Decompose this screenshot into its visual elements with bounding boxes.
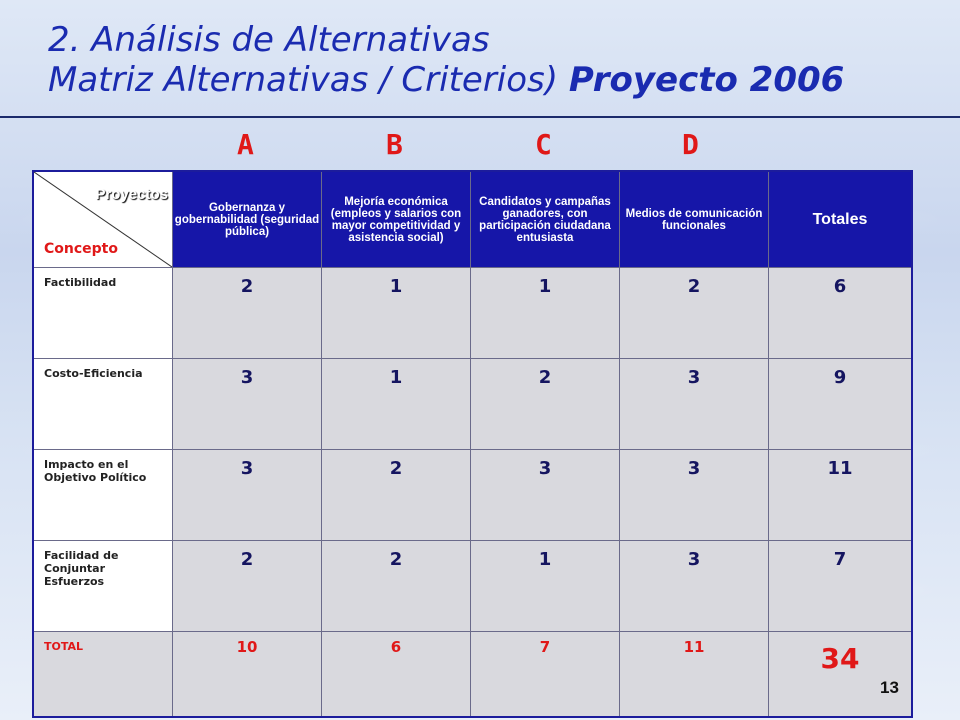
title-line-1: 2. Análisis de Alternativas — [48, 20, 490, 60]
header-b: Mejoría económica (empleos y salarios con mayor competitividad y asistencia social) — [322, 171, 471, 268]
corner-cell — [33, 171, 173, 268]
row-label: Factibilidad — [33, 268, 173, 359]
letter-d: D — [682, 128, 699, 161]
row-label: Costo-Eficiencia — [33, 359, 173, 450]
total-value: 7 — [471, 632, 620, 718]
title-divider — [0, 116, 960, 118]
cell-value: 1 — [322, 359, 471, 450]
row-total: 6 — [769, 268, 913, 359]
page-number: 13 — [880, 678, 899, 697]
cell-value: 1 — [471, 541, 620, 632]
header-a: Gobernanza y gobernabilidad (seguridad pública) — [173, 171, 322, 268]
letter-b: B — [386, 128, 403, 161]
header-row — [33, 171, 912, 268]
title-line-2-text: Matriz Alternativas / Criterios) — [48, 60, 569, 100]
cell-value: 3 — [620, 541, 769, 632]
cell-value: 3 — [173, 450, 322, 541]
cell-value: 2 — [471, 359, 620, 450]
total-label: TOTAL — [33, 632, 173, 718]
header-d: Medios de comunicación funcionales — [620, 171, 769, 268]
slide-title — [48, 20, 844, 100]
letter-a: A — [237, 128, 254, 161]
criteria-matrix — [32, 170, 913, 718]
row-total: 9 — [769, 359, 913, 450]
corner-concept-label: Concepto — [44, 241, 118, 257]
total-value: 10 — [173, 632, 322, 718]
cell-value: 2 — [322, 541, 471, 632]
table-row — [33, 541, 912, 632]
title-line-2 — [48, 60, 844, 100]
letter-c: C — [535, 128, 552, 161]
title-line-2-bold: Proyecto 2006 — [568, 60, 845, 100]
table-row — [33, 359, 912, 450]
cell-value: 1 — [471, 268, 620, 359]
row-label: Impacto en el Objetivo Político — [33, 450, 173, 541]
total-value: 6 — [322, 632, 471, 718]
row-label: Facilidad de Conjuntar Esfuerzos — [33, 541, 173, 632]
row-total: 7 — [769, 541, 913, 632]
cell-value: 1 — [322, 268, 471, 359]
grand-total: 34 — [769, 632, 913, 718]
cell-value: 3 — [173, 359, 322, 450]
total-row — [33, 632, 912, 718]
table-row — [33, 450, 912, 541]
cell-value: 2 — [620, 268, 769, 359]
total-value: 11 — [620, 632, 769, 718]
cell-value: 2 — [322, 450, 471, 541]
cell-value: 2 — [173, 541, 322, 632]
header-c: Candidatos y campañas ganadores, con participación ciudadana entusiasta — [471, 171, 620, 268]
row-total: 11 — [769, 450, 913, 541]
cell-value: 3 — [620, 359, 769, 450]
cell-value: 3 — [620, 450, 769, 541]
header-totals: Totales — [769, 171, 913, 268]
cell-value: 2 — [173, 268, 322, 359]
alternative-letters — [0, 128, 960, 164]
corner-projects-label: Proyectos — [95, 186, 168, 203]
cell-value: 3 — [471, 450, 620, 541]
table-row — [33, 268, 912, 359]
